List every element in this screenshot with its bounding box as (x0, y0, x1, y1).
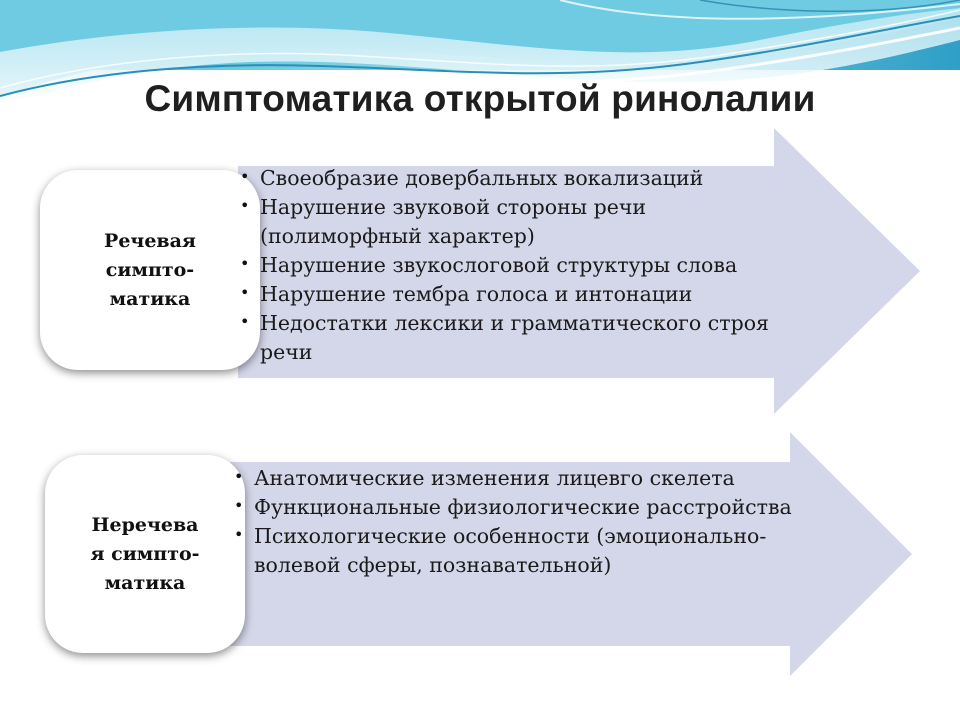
list-item: • Психологические особенности (эмоционально-волевой сферы, познавательной) (232, 522, 792, 580)
nonspeech-symptoms-label: Неречева я симпто- матика (90, 513, 200, 594)
list-item: • Нарушение звукослоговой структуры слова (238, 251, 778, 280)
bullet-icon: • (240, 167, 250, 186)
list-item: • Своеобразие довербальных вокализаций (238, 164, 778, 193)
bullet-icon: • (240, 196, 250, 215)
bullet-icon: • (240, 283, 250, 302)
bullet-icon: • (240, 312, 250, 331)
nonspeech-symptoms-label-box (45, 455, 245, 653)
list-item: • Нарушение звуковой стороны речи (полиморфный характер) (238, 193, 778, 251)
list-item: • Нарушение тембра голоса и интонации (238, 280, 778, 309)
bullet-icon: • (234, 496, 244, 515)
bullet-icon: • (240, 254, 250, 273)
bullet-icon: • (234, 525, 244, 544)
list-item: • Недостатки лексики и грамматического строя речи (238, 309, 778, 367)
list-item: • Анатомические изменения лицевго скелета (232, 464, 792, 493)
bullet-icon: • (234, 467, 244, 486)
speech-symptoms-label-box (40, 170, 260, 370)
list-item: • Функциональные физиологические расстройства (232, 493, 792, 522)
nonspeech-symptoms-list (232, 464, 792, 580)
speech-symptoms-list (238, 164, 778, 367)
slide-title: Симптоматика открытой ринолалии (144, 78, 816, 119)
speech-symptoms-label: Речевая симпто- матика (104, 229, 196, 310)
